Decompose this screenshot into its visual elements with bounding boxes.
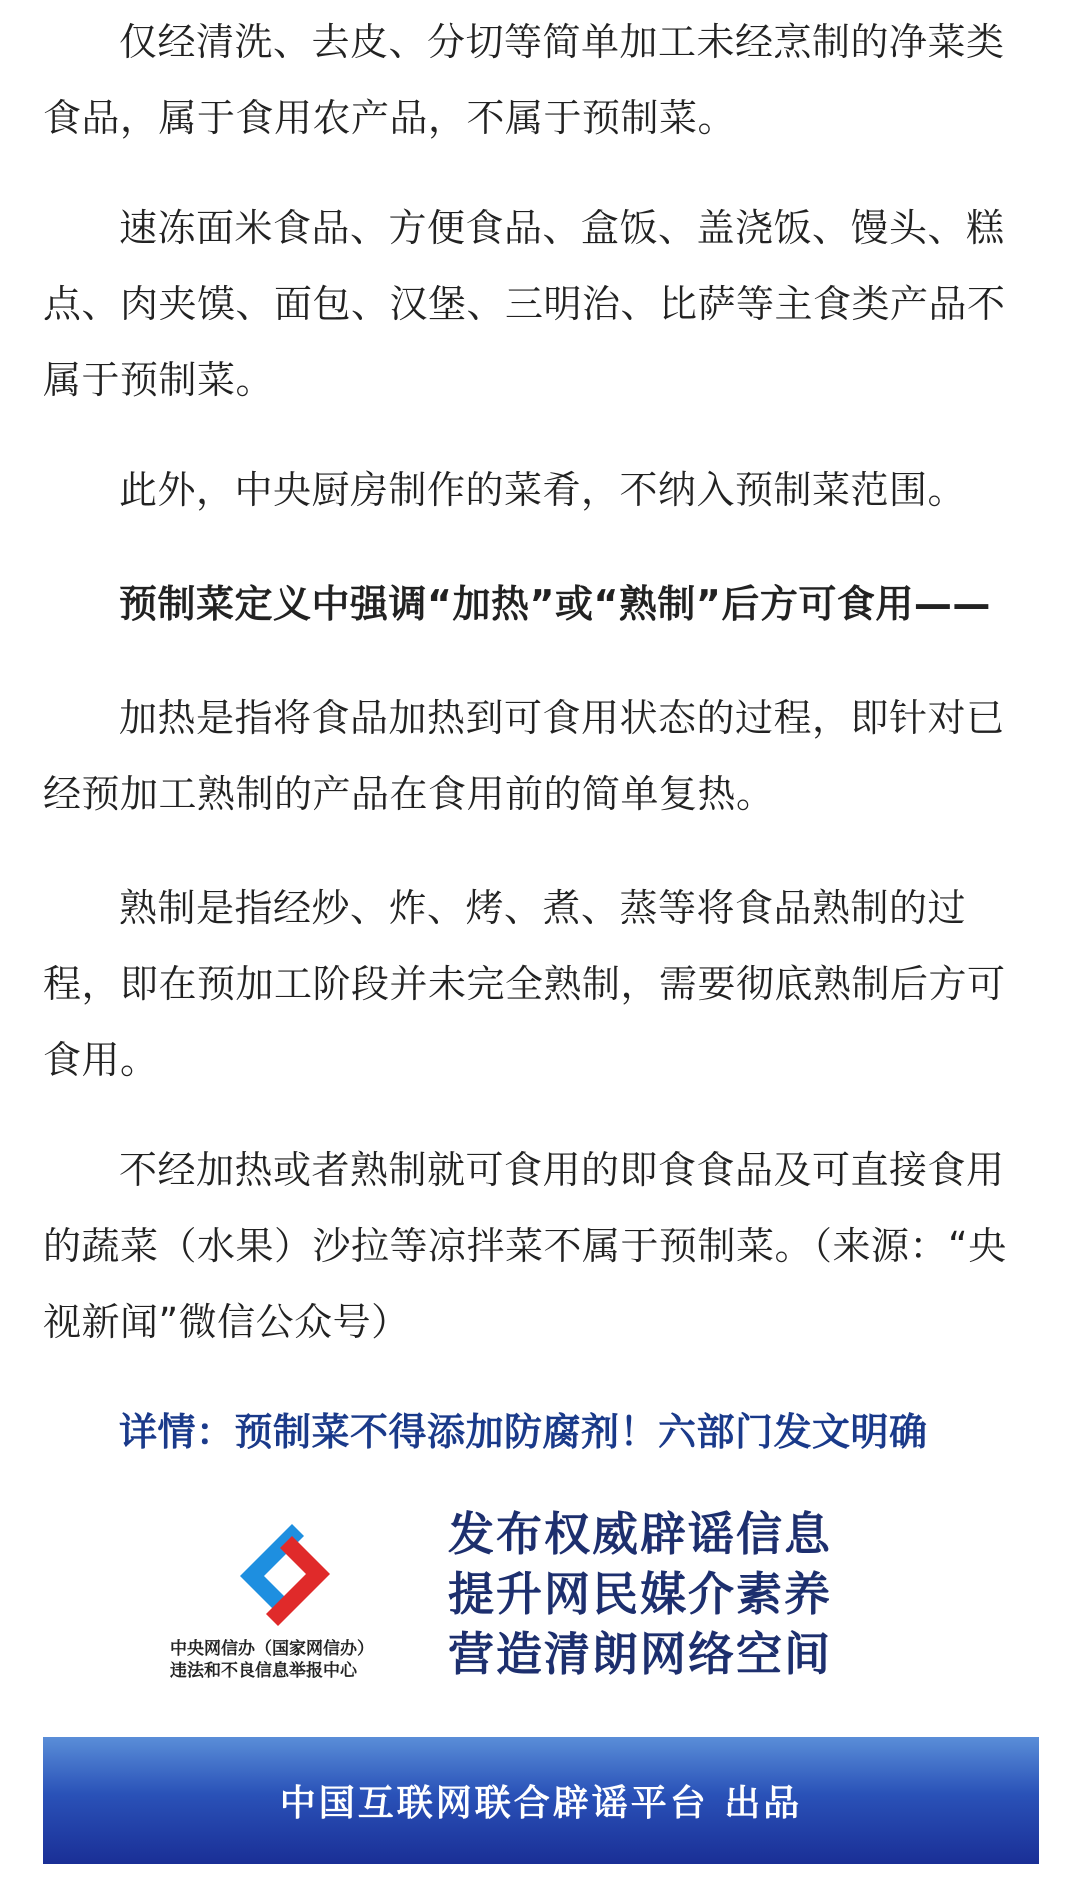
related-article-link[interactable]: 详情：预制菜不得添加防腐剂！六部门发文明确: [119, 1410, 928, 1454]
slogan-line: 提升网民媒介素养: [448, 1567, 832, 1621]
paragraph-heating: 加热是指将食品加热到可食用状态的过程，即针对已经预加工熟制的产品在食用前的简单复热。: [43, 696, 1005, 816]
org-name-line1: 中央网信办（国家网信办）: [170, 1639, 374, 1659]
slogan-line: 发布权威辟谣信息: [448, 1507, 832, 1561]
paragraph-ready-to-eat: 不经加热或者熟制就可食用的即食食品及可直接食用的蔬菜（水果）沙拉等凉拌菜不属于预制菜。（来源：“央视新闻”微信公众号）: [43, 1148, 1007, 1344]
org-name: [170, 1638, 410, 1682]
org-name-line2: 违法和不良信息举报中心: [170, 1661, 357, 1681]
slogan-block: [448, 1504, 888, 1684]
footer-text: 中国互联网联合辟谣平台 出品: [279, 1783, 803, 1824]
paragraph-cooking: 熟制是指经炒、炸、烤、煮、蒸等将食品熟制的过程，即在预加工阶段并未完全熟制，需要彻底熟制后方可食用。: [43, 886, 1006, 1082]
footer-bar: [43, 1737, 1039, 1864]
paragraph-central-kitchen: 此外，中央厨房制作的菜肴，不纳入预制菜范围。: [119, 468, 967, 512]
paragraph-staple-foods: 速冻面米食品、方便食品、盒饭、盖浇饭、馒头、糕点、肉夹馍、面包、汉堡、三明治、比萨等主食类产品不属于预制菜。: [43, 206, 1006, 402]
rumor-banner: [170, 1500, 890, 1690]
paragraph-clean-vegetables: 仅经清洗、去皮、分切等简单加工未经烹制的净菜类食品，属于食用农产品，不属于预制菜。: [43, 20, 1005, 140]
cac-logo-icon: [230, 1520, 340, 1630]
slogan-line: 营造清朗网络空间: [448, 1627, 832, 1681]
paragraph-definition-heading: 预制菜定义中强调“加热”或“熟制”后方可食用——: [119, 582, 991, 626]
